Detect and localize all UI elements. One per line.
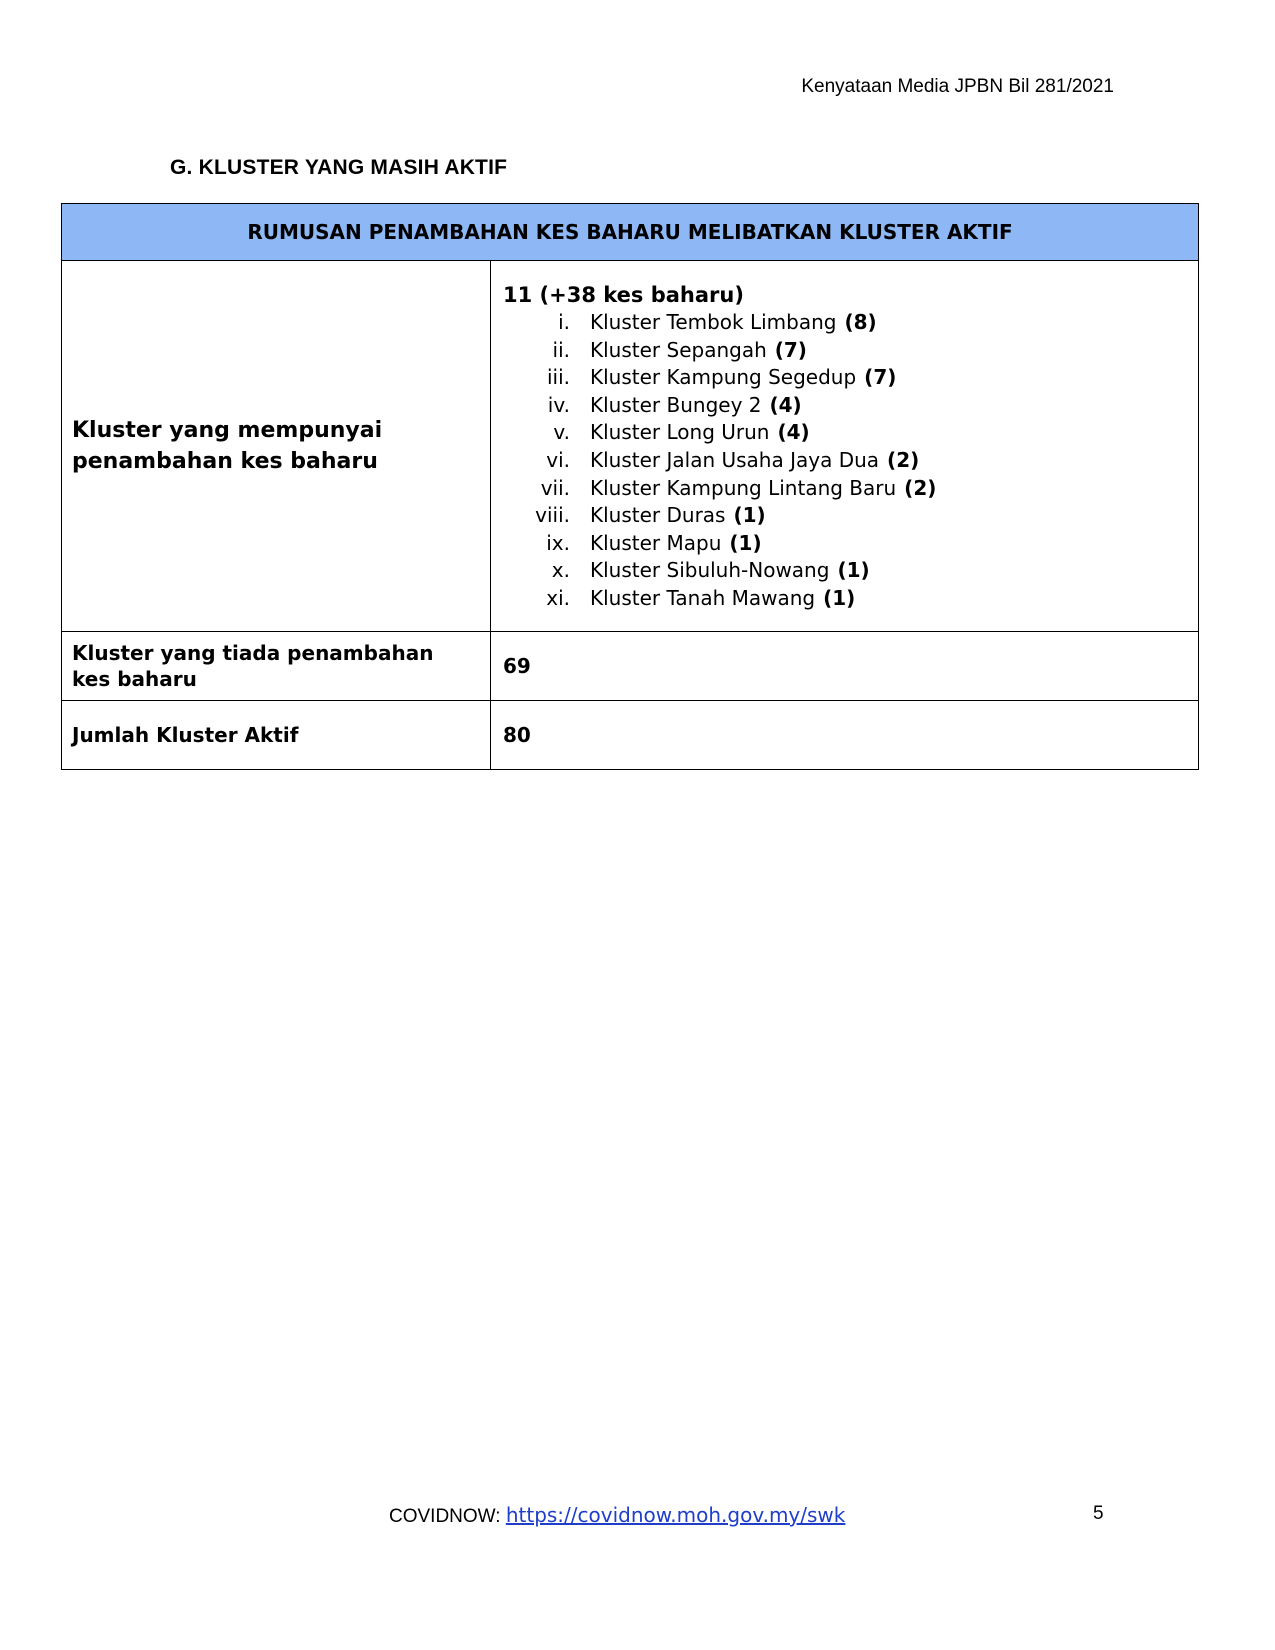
cluster-number: viii. xyxy=(535,503,570,528)
cluster-summary: 11 (+38 kes baharu) xyxy=(503,283,744,307)
cluster-count: (1) xyxy=(823,585,856,610)
section-title: G. KLUSTER YANG MASIH AKTIF xyxy=(170,156,508,179)
table-row xyxy=(62,631,1199,700)
row-label xyxy=(62,631,491,700)
cluster-number: v. xyxy=(553,420,570,445)
list-item xyxy=(503,557,1188,585)
table-heading: RUMUSAN PENAMBAHAN KES BAHARU MELIBATKAN KLUSTER AKTIF xyxy=(62,204,1199,261)
cluster-count: (7) xyxy=(774,337,807,362)
cluster-name: Kluster Kampung Segedup xyxy=(590,365,857,390)
list-item xyxy=(503,585,1188,613)
cluster-name: Kluster Bungey 2 xyxy=(590,392,762,417)
cluster-list xyxy=(503,309,1188,613)
cluster-count: (8) xyxy=(844,310,877,334)
cluster-name: Kluster Mapu xyxy=(590,530,722,555)
row-label xyxy=(62,261,491,632)
list-item xyxy=(503,502,1188,530)
footer-prefix: COVIDNOW: xyxy=(389,1506,506,1527)
cluster-name: Kluster Tembok Limbang xyxy=(590,310,837,334)
row-label-line: kes baharu xyxy=(72,666,197,691)
list-item xyxy=(503,447,1188,475)
cluster-name: Kluster Tanah Mawang xyxy=(590,585,816,610)
row-label xyxy=(62,700,491,769)
cluster-count: (2) xyxy=(887,447,920,472)
list-item xyxy=(503,419,1188,447)
row-label-line: Jumlah Kluster Aktif xyxy=(72,722,299,747)
active-cluster-table xyxy=(61,203,1199,770)
row-label-line: Kluster yang mempunyai xyxy=(72,417,383,443)
row-value: 80 xyxy=(491,700,1199,769)
cluster-count: (2) xyxy=(904,475,937,500)
list-item xyxy=(503,309,1188,337)
list-item xyxy=(503,475,1188,503)
cluster-count: (4) xyxy=(777,420,810,445)
cluster-name: Kluster Jalan Usaha Jaya Dua xyxy=(590,447,880,472)
cluster-number: iv. xyxy=(547,392,570,417)
page-number: 5 xyxy=(1093,1503,1104,1524)
cluster-count: (4) xyxy=(769,392,802,417)
table-row xyxy=(62,700,1199,769)
list-item xyxy=(503,530,1188,558)
cluster-count: (1) xyxy=(733,503,766,528)
cluster-number: i. xyxy=(558,310,570,334)
list-item xyxy=(503,364,1188,392)
footer xyxy=(389,1503,845,1528)
cluster-number: ix. xyxy=(546,530,570,555)
list-item xyxy=(503,392,1188,420)
cluster-number: ii. xyxy=(552,337,570,362)
cluster-number: iii. xyxy=(546,365,570,390)
cluster-name: Kluster Sibuluh-Nowang xyxy=(590,558,830,583)
document-reference: Kenyataan Media JPBN Bil 281/2021 xyxy=(801,76,1114,97)
cluster-name: Kluster Long Urun xyxy=(590,420,770,445)
cluster-count: (1) xyxy=(837,558,870,583)
cluster-name: Kluster Sepangah xyxy=(590,337,767,362)
cluster-number: xi. xyxy=(546,585,570,610)
cluster-count: (1) xyxy=(729,530,762,555)
list-item xyxy=(503,337,1188,365)
cluster-number: vii. xyxy=(540,475,570,500)
cluster-number: x. xyxy=(551,558,570,583)
cluster-name: Kluster Duras xyxy=(590,503,726,528)
cluster-number: vi. xyxy=(546,447,570,472)
row-value: 69 xyxy=(491,631,1199,700)
table-row xyxy=(62,261,1199,632)
cluster-count: (7) xyxy=(864,365,897,390)
cluster-name: Kluster Kampung Lintang Baru xyxy=(590,475,897,500)
row-label-line: penambahan kes baharu xyxy=(72,448,378,474)
covidnow-link[interactable]: https://covidnow.moh.gov.my/swk xyxy=(505,1503,846,1527)
cluster-list-cell xyxy=(491,261,1199,632)
row-label-line: Kluster yang tiada penambahan xyxy=(72,640,434,665)
